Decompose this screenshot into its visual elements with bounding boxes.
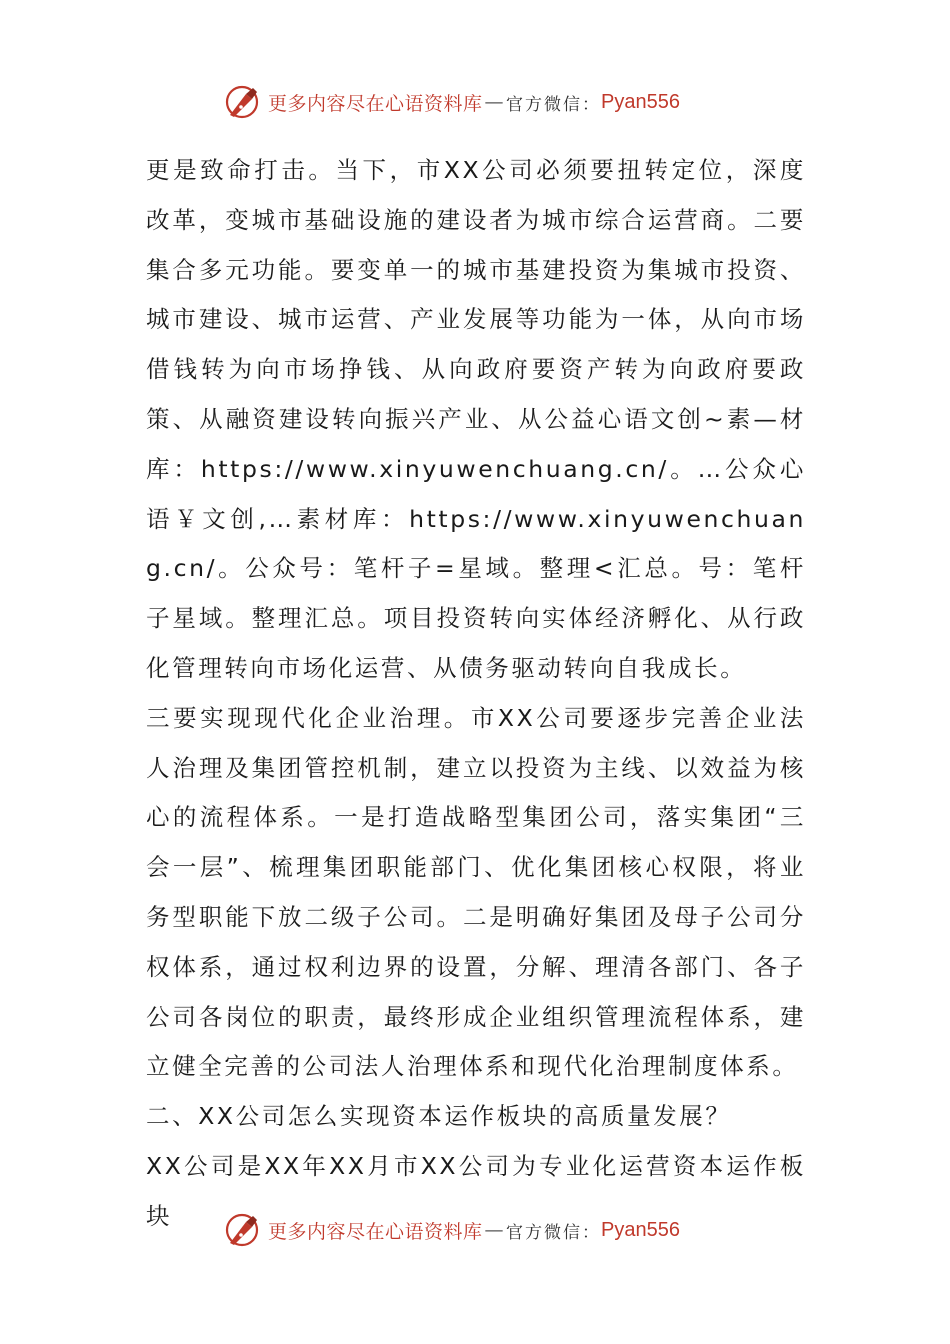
paragraph: 更是致命打击。当下，市XX公司必须要扭转定位，深度改革，变城市基础设施的建设者为城市综合运营商。二要集合多元功能。要变单一的城市基建投资为集城市投资、城市建设、城市运营、产业发展等功能为一体，从向市场借钱转为向市场挣钱、从向政府要资产转为向政府要政策、从融资建设转向振兴产业、从公益心语文创~素—材库：https://www.xinyuwenchuang.cn/。…公众心语￥文创,…素材库：https://www.xinyuwenchuang.cn/。公众号：笔杆子=星域。整理<汇总。号：笔杆子星域。整理汇总。项目投资转向实体经济孵化、从行政化管理转向市场化运营、从债务驱动转向自我成长。	[146, 156, 806, 682]
banner-subtitle: 官方微信：	[506, 94, 602, 115]
paragraph: 三要实现现代化企业治理。市XX公司要逐步完善企业法人治理及集团管控机制，建立以投资为主线、以效益为核心的流程体系。一是打造战略型集团公司，落实集团“三会一层”、梳理集团职能部门、优化集团核心权限，将业务型职能下放二级子公司。二是明确好集团及母子公司分权体系，通过权利边界的设置，分解、理清各部门、各子公司各岗位的职责，最终形成企业组织管理流程体系，建立健全完善的公司法人治理体系和现代化治理制度体系。	[146, 703, 806, 1081]
document-body	[146, 146, 806, 1242]
banner-title: 更多内容尽在心语资料库	[268, 1220, 483, 1243]
section-heading: 二、XX公司怎么实现资本运作板块的高质量发展？	[146, 1102, 732, 1131]
banner-separator: —	[484, 91, 505, 113]
banner-separator: —	[484, 1219, 505, 1241]
pen-nib-logo-icon	[222, 1210, 262, 1250]
paragraph: XX公司是XX年XX月市XX公司为专业化运营资本运作板块	[146, 1151, 806, 1230]
header-watermark-banner	[222, 80, 722, 124]
banner-wechat-id: Pyan556	[601, 1218, 680, 1241]
banner-wechat-id: Pyan556	[601, 90, 680, 113]
pen-nib-logo-icon	[222, 82, 262, 122]
footer-watermark-banner	[222, 1208, 722, 1252]
banner-subtitle: 官方微信：	[506, 1222, 602, 1243]
banner-title: 更多内容尽在心语资料库	[268, 92, 483, 115]
